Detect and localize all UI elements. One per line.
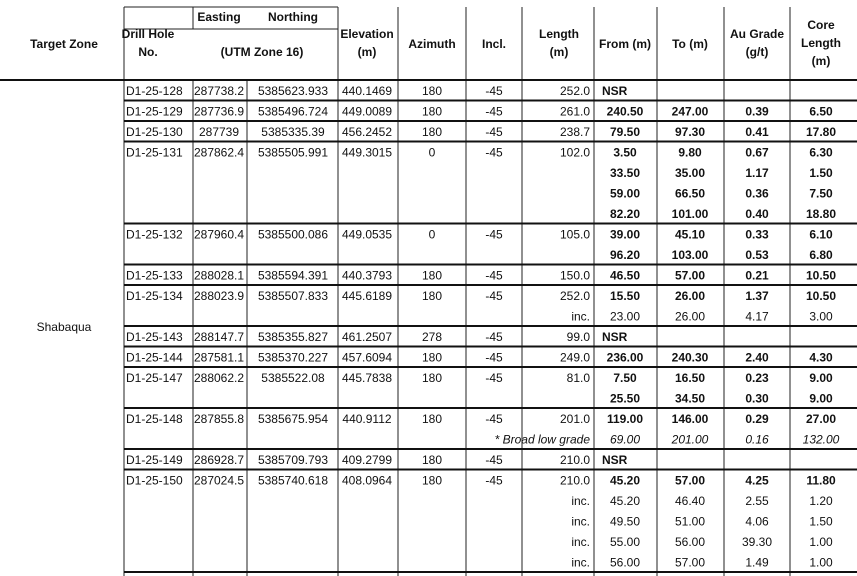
cell-hole: D1-25-147 — [126, 371, 183, 385]
cell-east: 287960.4 — [193, 227, 245, 242]
cell-east: 288062.2 — [193, 371, 245, 385]
table-row — [126, 371, 833, 385]
cell-elev: 440.3793 — [341, 268, 393, 283]
cell-hole: D1-25-133 — [126, 268, 183, 283]
cell-core: 9.00 — [809, 391, 833, 406]
header-azimuth: Azimuth — [408, 37, 456, 51]
cell-core: 132.00 — [802, 432, 840, 447]
cell-len: 249.0 — [559, 350, 590, 365]
table-row — [126, 105, 833, 119]
cell-from: 79.50 — [609, 125, 641, 139]
cell-incl: -45 — [485, 125, 503, 139]
cell-au: 1.49 — [745, 555, 769, 570]
cell-hole: D1-25-131 — [126, 145, 183, 160]
cell-incl: -45 — [485, 330, 503, 344]
cell-core: 11.80 — [806, 473, 836, 488]
cell-to: 46.40 — [674, 494, 706, 508]
cell-from: 119.00 — [606, 412, 644, 426]
cell-core: 1.00 — [809, 535, 833, 549]
cell-east: 287024.5 — [193, 473, 245, 488]
table-row — [571, 515, 833, 529]
cell-az: 180 — [421, 412, 443, 426]
cell-len: 102.0 — [559, 145, 590, 160]
cell-elev: 449.0535 — [341, 227, 393, 242]
cell-core: 1.20 — [809, 494, 833, 508]
target-zone-name: Shabaqua — [36, 320, 92, 334]
cell-len: 238.7 — [559, 125, 590, 139]
header-elevation-line2: (m) — [357, 45, 377, 59]
cell-elev: 445.7838 — [341, 371, 393, 385]
header-drill-hole-line2: No. — [138, 45, 158, 59]
cell-au: 2.40 — [745, 350, 769, 365]
cell-core: 7.50 — [809, 186, 833, 201]
cell-north: 5385496.724 — [257, 104, 329, 119]
table-row — [126, 228, 833, 242]
cell-north: 5385740.618 — [257, 473, 329, 488]
header-core-length-line1: Core — [807, 18, 835, 32]
cell-incl: -45 — [485, 412, 503, 426]
cell-az: 180 — [421, 125, 443, 139]
cell-au: 0.67 — [745, 145, 769, 160]
cell-to: 35.00 — [674, 166, 706, 180]
cell-incl: -45 — [485, 453, 503, 467]
cell-north: 5385709.793 — [257, 453, 329, 467]
header-easting: Easting — [197, 10, 241, 24]
cell-elev: 449.0089 — [341, 104, 393, 119]
cell-from: NSR — [602, 330, 628, 344]
cell-au: 1.17 — [745, 166, 769, 180]
cell-au: 0.30 — [745, 391, 769, 406]
cell-au: 39.30 — [741, 535, 773, 549]
cell-az: 180 — [421, 350, 443, 365]
table-row — [571, 494, 833, 508]
cell-elev: 461.2507 — [341, 330, 393, 344]
cell-from: 69.00 — [609, 432, 641, 447]
table-row — [126, 474, 836, 488]
cell-az: 0 — [428, 227, 436, 242]
cell-east: 288023.9 — [193, 289, 245, 303]
cell-hole: D1-25-149 — [126, 453, 183, 467]
cell-core: 3.00 — [809, 309, 833, 324]
header-from: From (m) — [599, 37, 651, 51]
cell-core: 18.80 — [805, 207, 837, 221]
cell-to: 101.00 — [671, 207, 709, 221]
cell-len: 99.0 — [566, 330, 590, 344]
cell-elev: 456.2452 — [341, 125, 393, 139]
cell-len: 210.0 — [559, 473, 590, 488]
header-drill-hole-line1: Drill Hole — [121, 27, 175, 41]
table-row — [571, 310, 833, 324]
cell-incl: -45 — [485, 145, 503, 160]
header-length-line1: Length — [539, 27, 579, 41]
cell-incl: -45 — [485, 227, 503, 242]
cell-core: 17.80 — [805, 125, 837, 139]
cell-au: 0.40 — [745, 207, 769, 221]
cell-len: inc. — [571, 309, 590, 324]
cell-from: 59.00 — [609, 186, 641, 201]
cell-to: 56.00 — [674, 535, 706, 549]
header-au-grade-line2: (g/t) — [745, 45, 769, 59]
table-row — [610, 392, 833, 406]
cell-from: 46.50 — [609, 268, 641, 283]
cell-hole: D1-25-128 — [126, 84, 183, 98]
cell-to: 45.10 — [674, 227, 706, 242]
cell-len: 105.0 — [559, 227, 590, 242]
cell-az: 180 — [421, 453, 443, 467]
cell-core: 1.00 — [809, 555, 833, 570]
table-row — [610, 187, 833, 201]
cell-from: 56.00 — [609, 555, 641, 570]
cell-from: 240.50 — [606, 104, 644, 119]
table-row — [571, 556, 833, 570]
cell-to: 57.00 — [674, 268, 706, 283]
cell-north: 5385594.391 — [257, 268, 329, 283]
cell-to: 26.00 — [674, 289, 706, 303]
cell-au: 4.06 — [745, 514, 769, 529]
table-body — [126, 84, 840, 576]
cell-from: 3.50 — [613, 145, 637, 160]
table-row — [126, 84, 628, 98]
header-northing: Northing — [268, 10, 318, 24]
cell-north: 5385675.954 — [257, 412, 329, 426]
cell-to: 57.00 — [674, 473, 706, 488]
cell-from: 39.00 — [609, 227, 641, 242]
cell-from: 55.00 — [609, 535, 641, 549]
cell-len: inc. — [571, 535, 590, 549]
cell-to: 240.30 — [671, 350, 709, 365]
cell-core: 1.50 — [809, 166, 833, 180]
table-row — [495, 433, 840, 447]
cell-to: 247.00 — [671, 104, 709, 119]
cell-from: 25.50 — [609, 391, 641, 406]
cell-north: 5385370.227 — [257, 350, 329, 365]
cell-east: 287581.1 — [193, 350, 245, 365]
cell-au: 0.36 — [745, 186, 769, 201]
table-row — [126, 125, 836, 139]
cell-core: 10.50 — [805, 268, 837, 283]
cell-east: 286928.7 — [193, 453, 245, 467]
cell-len: 210.0 — [559, 453, 590, 467]
cell-au: 2.55 — [745, 494, 769, 508]
cell-len: inc. — [571, 514, 590, 529]
cell-len: 261.0 — [559, 104, 590, 119]
cell-east: 288028.1 — [193, 268, 245, 283]
cell-to: 34.50 — [674, 391, 706, 406]
cell-to: 51.00 — [674, 514, 706, 529]
cell-from: 33.50 — [609, 166, 641, 180]
header-core-length-line2: Length — [801, 36, 841, 50]
table-row — [571, 535, 833, 549]
cell-hole: D1-25-148 — [126, 412, 183, 426]
cell-au: 0.41 — [745, 125, 769, 139]
cell-north: 5385507.833 — [257, 289, 329, 303]
table-row — [126, 330, 628, 344]
cell-incl: -45 — [485, 268, 503, 283]
header-length-line2: (m) — [549, 45, 569, 59]
cell-to: 146.00 — [671, 412, 709, 426]
header-core-length-line3: (m) — [811, 54, 831, 68]
cell-from: 82.20 — [609, 207, 641, 221]
cell-east: 288147.7 — [193, 330, 245, 344]
cell-au: 4.25 — [745, 473, 769, 488]
cell-hole: D1-25-130 — [126, 125, 183, 139]
cell-north: 5385500.086 — [257, 227, 329, 242]
cell-east: 287738.2 — [193, 84, 245, 98]
cell-au: 0.39 — [745, 104, 769, 119]
cell-len: inc. — [571, 494, 590, 508]
table-row — [610, 248, 833, 262]
cell-to: 97.30 — [674, 125, 706, 139]
cell-au: 1.37 — [745, 289, 769, 303]
header-to: To (m) — [672, 37, 708, 51]
cell-to: 57.00 — [674, 555, 706, 570]
cell-core: 10.50 — [805, 289, 837, 303]
cell-north: 5385623.933 — [257, 84, 329, 98]
cell-east: 287862.4 — [193, 145, 245, 160]
cell-core: 6.10 — [809, 227, 833, 242]
cell-az: 180 — [421, 104, 443, 119]
cell-from: 45.20 — [609, 473, 641, 488]
cell-to: 201.00 — [671, 432, 709, 447]
table-header — [30, 10, 841, 68]
table-row — [126, 289, 836, 303]
cell-az: 180 — [421, 289, 443, 303]
cell-az: 180 — [421, 473, 443, 488]
cell-len: 81.0 — [566, 371, 590, 385]
table-row — [126, 146, 833, 160]
cell-au: 0.53 — [745, 248, 769, 262]
cell-to: 9.80 — [678, 145, 702, 160]
cell-core: 27.00 — [805, 412, 837, 426]
cell-hole: D1-25-143 — [126, 330, 183, 344]
table-row — [126, 412, 836, 426]
cell-east: 287739 — [198, 125, 240, 139]
cell-to: 66.50 — [674, 186, 706, 201]
cell-incl: -45 — [485, 289, 503, 303]
cell-len: inc. — [571, 555, 590, 570]
header-target-zone: Target Zone — [30, 37, 98, 51]
header-incl: Incl. — [481, 37, 507, 51]
cell-core: 9.00 — [809, 371, 833, 385]
cell-elev: 445.6189 — [341, 289, 393, 303]
cell-from: NSR — [602, 453, 628, 467]
cell-hole: D1-25-132 — [126, 227, 183, 242]
table-row — [610, 166, 833, 180]
cell-incl: -45 — [485, 350, 503, 365]
cell-to: 26.00 — [674, 309, 706, 324]
cell-from: 49.50 — [609, 514, 641, 529]
cell-az: 180 — [421, 84, 443, 98]
cell-len: 252.0 — [559, 84, 590, 98]
cell-incl: -45 — [485, 473, 503, 488]
cell-core: 6.80 — [809, 248, 833, 262]
cell-az: 180 — [421, 268, 443, 283]
cell-from: 96.20 — [609, 248, 641, 262]
table-row — [610, 207, 836, 221]
cell-incl: -45 — [485, 371, 503, 385]
cell-az: 180 — [421, 371, 443, 385]
cell-elev: 440.9112 — [342, 412, 392, 426]
header-au-grade-line1: Au Grade — [729, 27, 785, 41]
cell-au: 0.23 — [745, 371, 769, 385]
cell-len: 201.0 — [559, 412, 590, 426]
cell-incl: -45 — [485, 84, 503, 98]
cell-elev: 440.1469 — [341, 84, 393, 98]
cell-au: 4.17 — [745, 309, 769, 324]
cell-core: 4.30 — [809, 350, 833, 365]
cell-az: 0 — [428, 145, 436, 160]
cell-north: 5385522.08 — [261, 371, 325, 385]
header-utm-zone: (UTM Zone 16) — [220, 45, 304, 59]
cell-elev: 408.0964 — [341, 473, 393, 488]
cell-from: 7.50 — [613, 371, 637, 385]
cell-north: 5385505.991 — [257, 145, 329, 160]
cell-from: 236.00 — [606, 350, 644, 365]
cell-from: 15.50 — [609, 289, 641, 303]
cell-core: 6.50 — [809, 104, 833, 119]
cell-core: 6.30 — [809, 145, 833, 160]
cell-east: 287855.8 — [193, 412, 245, 426]
cell-hole: D1-25-144 — [126, 350, 183, 365]
cell-core: 1.50 — [809, 514, 833, 529]
cell-north: 5385355.827 — [257, 330, 329, 344]
cell-incl: -45 — [485, 104, 503, 119]
cell-au: 0.33 — [745, 227, 769, 242]
cell-len: * Broad low grade — [494, 432, 590, 447]
cell-from: 23.00 — [609, 309, 641, 324]
cell-hole: D1-25-129 — [126, 104, 183, 119]
cell-elev: 449.3015 — [341, 145, 393, 160]
cell-east: 287736.9 — [193, 104, 245, 119]
table-row — [126, 269, 836, 283]
cell-hole: D1-25-150 — [126, 473, 183, 488]
cell-to: 16.50 — [674, 371, 706, 385]
table-row — [126, 453, 628, 467]
cell-north: 5385335.39 — [261, 125, 325, 139]
cell-from: 45.20 — [609, 494, 641, 508]
cell-az: 278 — [421, 330, 443, 344]
cell-len: 150.0 — [559, 268, 590, 283]
cell-to: 103.00 — [671, 248, 709, 262]
header-elevation-line1: Elevation — [340, 27, 394, 41]
cell-from: NSR — [602, 84, 628, 98]
table-row — [126, 351, 833, 365]
cell-elev: 409.2799 — [341, 453, 393, 467]
cell-au: 0.29 — [745, 412, 769, 426]
cell-hole: D1-25-134 — [126, 289, 183, 303]
cell-au: 0.21 — [745, 268, 769, 283]
cell-elev: 457.6094 — [341, 350, 393, 365]
cell-len: 252.0 — [559, 289, 590, 303]
cell-au: 0.16 — [745, 432, 769, 447]
